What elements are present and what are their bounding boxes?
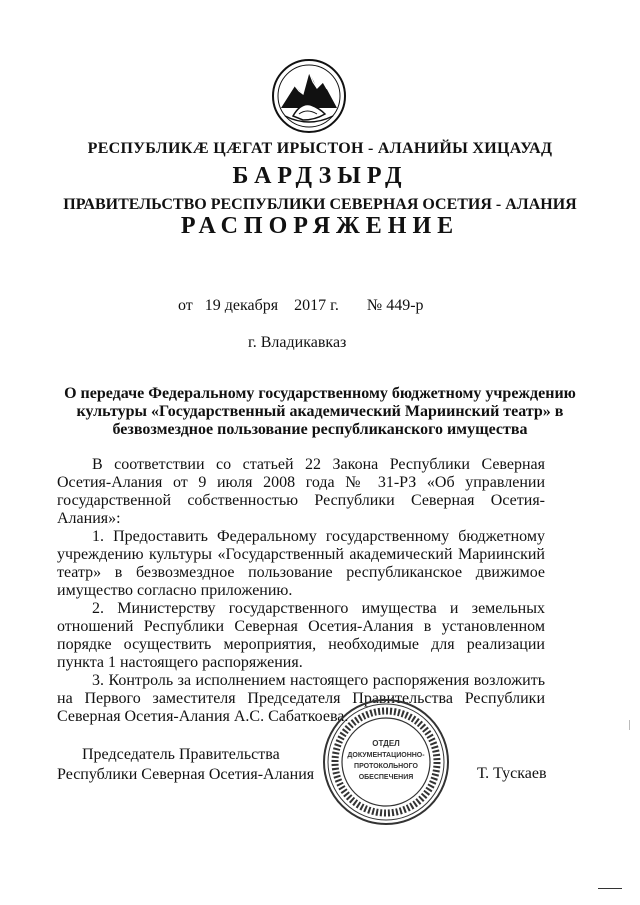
paragraph-2: 2. Министерству государственного имущества и земельных отношений Республики Северная Осетия-Алания в установленном порядке осуществить мероприятия, необходимые для реализации пункта 1 настоящего распоряжения. (57, 600, 545, 671)
header-russian-title: РАСПОРЯЖЕНИЕ (180, 213, 460, 239)
document-number: № 449-р (366, 297, 424, 314)
paragraph-3: 3. Контроль за исполнением настоящего распоряжения возложить на Первого заместителя Председателя Правительства Республики Северная Осетия-Алания А.С. Сабаткоева. (57, 672, 545, 725)
signature-position (57, 745, 314, 785)
margin-mark (629, 720, 630, 730)
header-ossetian-government: РЕСПУБЛИКÆ ЦÆГАТ ИРЫСТОН - АЛАНИЙЫ ХИЦАУАД (87, 140, 553, 157)
date-prefix: от (178, 297, 193, 314)
stamp-line-2: ДОКУМЕНТАЦИОННО- (347, 752, 425, 759)
signatory-name: Т. Тускаев (477, 765, 547, 782)
stamp-line-3: ПРОТОКОЛЬНОГО (354, 763, 418, 770)
date-year: 2017 г. (294, 297, 339, 314)
coat-of-arms-emblem-icon (271, 58, 347, 134)
date-value: 19 декабря (204, 297, 279, 314)
document-title: О передаче Федеральному государственному бюджетному учреждению культуры «Государственный академический Мариинский театр» в безвозмездное пользование республиканского имущества (64, 385, 576, 438)
stamp-line-1: ОТДЕЛ (372, 739, 400, 748)
header-ossetian-title: БАРДЗЫРД (232, 163, 408, 189)
paragraph-1: 1. Предоставить Федеральному государственному бюджетному учреждению культуры «Государственный академический Мариинский театр» в безвозмездное пользование республиканское движимое имущество согласно приложению. (57, 528, 545, 599)
stamp-line-4: ОБЕСПЕЧЕНИЯ (358, 774, 414, 781)
footer-rule (598, 888, 622, 889)
signature-position-line2: Республики Северная Осетия-Алания (57, 766, 315, 783)
date-line (178, 297, 424, 315)
round-seal-stamp-icon (321, 697, 451, 827)
document-body (57, 456, 545, 726)
signature-position-line1: Председатель Правительства (82, 746, 280, 763)
paragraph-preamble: В соответствии со статьей 22 Закона Республики Северная Осетия-Алания от 9 июля 2008 года № 31-РЗ «Об управлении государственной собственностью Республики Северная Осетия-Алания»: (57, 456, 545, 527)
city: г. Владикавказ (248, 334, 347, 351)
header-russian-government: ПРАВИТЕЛЬСТВО РЕСПУБЛИКИ СЕВЕРНАЯ ОСЕТИЯ - АЛАНИЯ (63, 196, 577, 213)
